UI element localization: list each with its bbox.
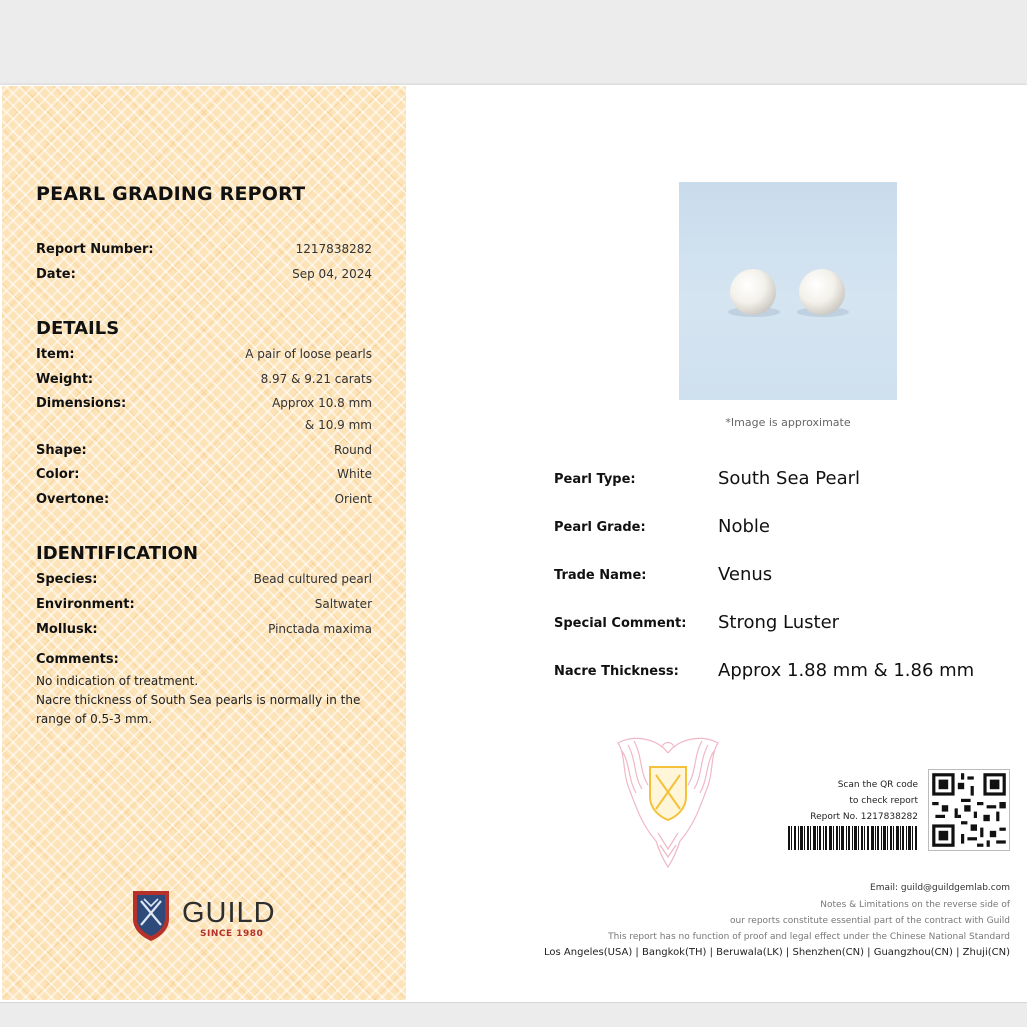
dimensions-row-2	[36, 418, 372, 436]
guild-logo	[130, 889, 280, 945]
species-value: Bead cultured pearl	[253, 572, 372, 586]
mollusk-value: Pinctada maxima	[268, 622, 372, 636]
qr-code-icon[interactable]	[928, 769, 1010, 851]
weight-row	[36, 372, 372, 390]
trade-name-label: Trade Name:	[554, 568, 647, 583]
dimensions-value-line1: Approx 10.8 mm	[272, 396, 372, 410]
pearl-type-value: South Sea Pearl	[718, 468, 861, 489]
environment-label: Environment:	[36, 597, 135, 612]
qr-text-line: to check report	[849, 796, 918, 806]
pearl-grade-row	[554, 516, 994, 540]
barcode-icon	[788, 826, 918, 850]
footer-email: Email: guild@guildgemlab.com	[870, 883, 1010, 893]
dimensions-value-line2: & 10.9 mm	[304, 418, 372, 432]
date-value: Sep 04, 2024	[292, 267, 372, 281]
date-row	[36, 267, 372, 285]
pearls-image	[679, 182, 897, 400]
color-value: White	[337, 467, 372, 481]
report-title: PEARL GRADING REPORT	[36, 183, 306, 205]
species-label: Species:	[36, 572, 98, 587]
footer-locations: Los Angeles(USA) | Bangkok(TH) | Beruwala(LK) | Shenzhen(CN) | Guangzhou(CN) | Zhuji(CN)	[544, 947, 1010, 958]
pearl-type-row	[554, 468, 994, 492]
special-comment-row	[554, 612, 994, 636]
overtone-row	[36, 492, 372, 510]
comment-line: Nacre thickness of South Sea pearls is normally in the	[36, 693, 361, 707]
weight-value: 8.97 & 9.21 carats	[260, 372, 372, 386]
shape-value: Round	[334, 443, 372, 457]
nacre-thickness-label: Nacre Thickness:	[554, 664, 679, 679]
report-sheet	[0, 84, 1027, 1002]
color-row	[36, 467, 372, 485]
weight-label: Weight:	[36, 372, 94, 387]
footer-legal: This report has no function of proof and legal effect under the Chinese National Standard	[608, 932, 1010, 942]
report-number-label: Report Number:	[36, 242, 154, 257]
details-heading: DETAILS	[36, 318, 120, 339]
qr-report-number: Report No. 1217838282	[810, 812, 918, 822]
special-comment-label: Special Comment:	[554, 616, 687, 631]
image-caption: *Image is approximate	[725, 416, 851, 429]
pearl-photo	[679, 182, 897, 400]
trade-name-value: Venus	[718, 564, 773, 585]
eagle-seal-icon	[612, 733, 724, 871]
item-label: Item:	[36, 347, 75, 362]
identification-heading: IDENTIFICATION	[36, 543, 199, 564]
comment-line: range of 0.5-3 mm.	[36, 712, 153, 726]
comment-line: No indication of treatment.	[36, 674, 199, 688]
date-label: Date:	[36, 267, 76, 282]
footer-notes: Notes & Limitations on the reverse side of	[820, 900, 1010, 910]
bottom-strip	[0, 1002, 1027, 1027]
pearl-grade-value: Noble	[718, 516, 770, 537]
nacre-thickness-row	[554, 660, 994, 684]
species-row	[36, 572, 372, 590]
qr-text-line: Scan the QR code	[837, 780, 918, 790]
color-label: Color:	[36, 467, 80, 482]
environment-value: Saltwater	[314, 597, 372, 611]
footer-contract: our reports constitute essential part of the contract with Guild	[730, 916, 1010, 926]
guild-since: SINCE 1980	[200, 929, 264, 939]
special-comment-value: Strong Luster	[718, 612, 840, 633]
qr-code-pattern	[929, 770, 1009, 850]
pearl-grade-label: Pearl Grade:	[554, 520, 646, 535]
guild-wordmark: GUILD	[182, 897, 276, 929]
shape-row	[36, 443, 372, 461]
overtone-label: Overtone:	[36, 492, 110, 507]
dimensions-label: Dimensions:	[36, 396, 127, 411]
environment-row	[36, 597, 372, 615]
comments-label: Comments:	[36, 652, 119, 667]
report-number-row	[36, 242, 372, 260]
item-row	[36, 347, 372, 365]
trade-name-row	[554, 564, 994, 588]
shape-label: Shape:	[36, 443, 87, 458]
qr-block	[770, 769, 1015, 853]
nacre-thickness-value: Approx 1.88 mm & 1.86 mm	[718, 660, 975, 681]
overtone-value: Orient	[334, 492, 372, 506]
dimensions-row	[36, 396, 372, 414]
report-number-value: 1217838282	[295, 242, 372, 256]
left-panel	[2, 86, 406, 1000]
pearl-type-label: Pearl Type:	[554, 472, 636, 487]
mollusk-label: Mollusk:	[36, 622, 98, 637]
mollusk-row	[36, 622, 372, 640]
guild-shield-icon	[130, 889, 172, 943]
item-value: A pair of loose pearls	[245, 347, 372, 361]
